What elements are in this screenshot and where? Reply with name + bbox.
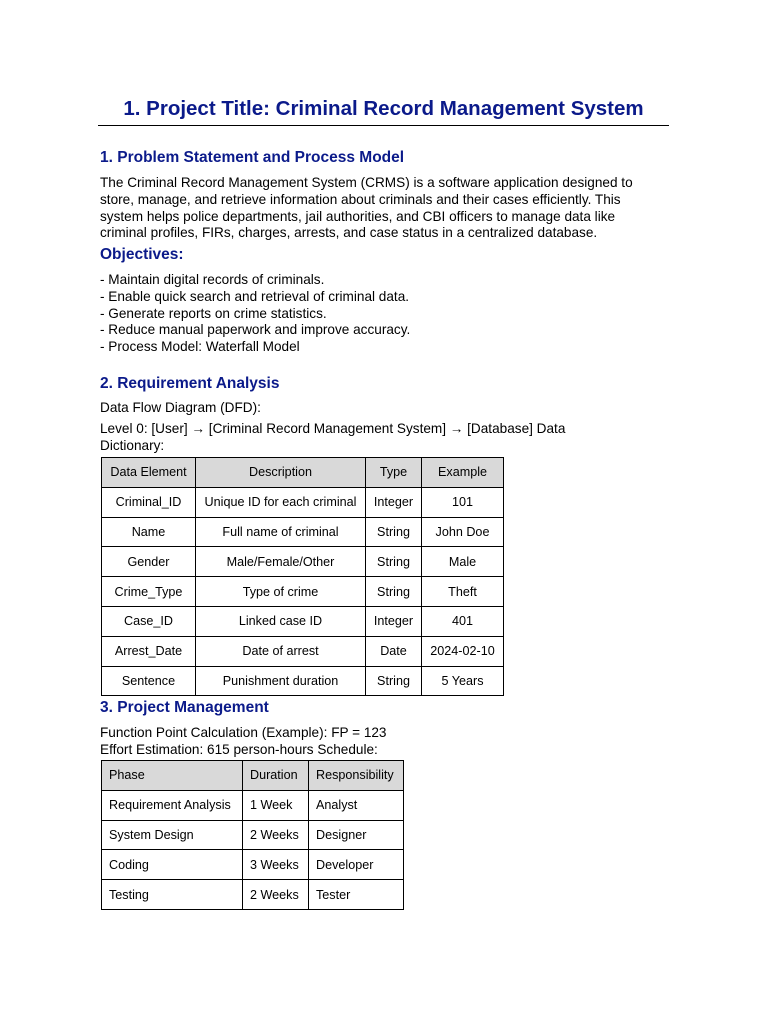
- table-header-row: [102, 761, 404, 791]
- column-header: Duration: [243, 761, 309, 791]
- table-cell: Tester: [309, 880, 404, 910]
- section-heading-project-management: 3. Project Management: [100, 699, 269, 716]
- list-item: - Maintain digital records of criminals.: [100, 272, 325, 287]
- table-row: [102, 606, 504, 636]
- list-item: - Reduce manual paperwork and improve accuracy.: [100, 322, 411, 338]
- pm-line: Function Point Calculation (Example): FP = 123: [100, 725, 387, 740]
- table-header-row: [102, 458, 504, 488]
- table-cell: Unique ID for each criminal: [196, 487, 366, 517]
- table-cell: Date: [366, 636, 422, 666]
- table-cell: Testing: [102, 880, 243, 910]
- table-cell: Sentence: [102, 666, 196, 696]
- table-cell: Requirement Analysis: [102, 790, 243, 820]
- table-row: [102, 850, 404, 880]
- objectives-list: [100, 272, 410, 356]
- table-cell: Case_ID: [102, 606, 196, 636]
- column-header: Data Element: [102, 458, 196, 488]
- table-row: [102, 880, 404, 910]
- table-cell: Integer: [366, 606, 422, 636]
- column-header: Example: [422, 458, 504, 488]
- list-item: - Generate reports on crime statistics.: [100, 305, 327, 321]
- table-cell: Gender: [102, 547, 196, 577]
- table-cell: 1 Week: [243, 790, 309, 820]
- level0-line: Dictionary:: [100, 437, 165, 453]
- table-cell: Punishment duration: [196, 666, 366, 696]
- table-cell: String: [366, 547, 422, 577]
- column-header: Phase: [102, 761, 243, 791]
- page-title: 1. Project Title: Criminal Record Management System: [123, 97, 644, 120]
- table-cell: 2 Weeks: [243, 880, 309, 910]
- table-cell: Theft: [422, 577, 504, 607]
- table-cell: Designer: [309, 820, 404, 850]
- table-cell: Coding: [102, 850, 243, 880]
- schedule-table: [101, 760, 404, 910]
- list-item: - Process Model: Waterfall Model: [100, 339, 300, 355]
- pm-line: Effort Estimation: 615 person-hours Schedule:: [100, 741, 378, 757]
- table-row: [102, 820, 404, 850]
- table-cell: String: [366, 666, 422, 696]
- objectives-heading: Objectives:: [100, 246, 184, 263]
- table-row: [102, 790, 404, 820]
- table-cell: 5 Years: [422, 666, 504, 696]
- table-cell: Male/Female/Other: [196, 547, 366, 577]
- table-cell: 3 Weeks: [243, 850, 309, 880]
- table-row: [102, 666, 504, 696]
- table-cell: Date of arrest: [196, 636, 366, 666]
- paragraph-line: The Criminal Record Management System (CRMS) is a software application designed to: [100, 175, 633, 190]
- table-cell: Criminal_ID: [102, 487, 196, 517]
- column-header: Description: [196, 458, 366, 488]
- table-cell: 2024-02-10: [422, 636, 504, 666]
- column-header: Responsibility: [309, 761, 404, 791]
- table-row: [102, 517, 504, 547]
- table-cell: Developer: [309, 850, 404, 880]
- paragraph-line: system helps police departments, jail authorities, and CBI officers to manage data like: [100, 208, 616, 224]
- section-heading-requirement-analysis: 2. Requirement Analysis: [100, 375, 280, 392]
- dfd-label-text: Data Flow Diagram (DFD):: [100, 400, 261, 415]
- title-underline: [98, 125, 669, 126]
- level0-line: Level 0: [User] → [Criminal Record Management System] → [Database] Data: [100, 421, 566, 436]
- table-cell: 101: [422, 487, 504, 517]
- table-row: [102, 547, 504, 577]
- table-cell: Type of crime: [196, 577, 366, 607]
- table-cell: Crime_Type: [102, 577, 196, 607]
- table-cell: 2 Weeks: [243, 820, 309, 850]
- table-row: [102, 636, 504, 666]
- table-row: [102, 487, 504, 517]
- data-dictionary-table: [101, 457, 504, 696]
- level0-description: [100, 421, 565, 455]
- dfd-label: [100, 400, 261, 417]
- problem-statement-paragraph: [100, 175, 633, 242]
- paragraph-line: criminal profiles, FIRs, charges, arrests, and case status in a centralized database.: [100, 225, 598, 241]
- table-cell: Arrest_Date: [102, 636, 196, 666]
- table-cell: 401: [422, 606, 504, 636]
- table-cell: System Design: [102, 820, 243, 850]
- table-cell: Analyst: [309, 790, 404, 820]
- project-management-text: [100, 725, 387, 759]
- table-cell: String: [366, 517, 422, 547]
- table-cell: Integer: [366, 487, 422, 517]
- table-cell: Full name of criminal: [196, 517, 366, 547]
- table-cell: John Doe: [422, 517, 504, 547]
- section-heading-problem-statement: 1. Problem Statement and Process Model: [100, 149, 405, 166]
- table-cell: Linked case ID: [196, 606, 366, 636]
- column-header: Type: [366, 458, 422, 488]
- table-cell: String: [366, 577, 422, 607]
- table-cell: Name: [102, 517, 196, 547]
- list-item: - Enable quick search and retrieval of criminal data.: [100, 288, 410, 304]
- table-row: [102, 577, 504, 607]
- table-cell: Male: [422, 547, 504, 577]
- paragraph-line: store, manage, and retrieve information about criminals and their cases efficiently. This: [100, 191, 621, 207]
